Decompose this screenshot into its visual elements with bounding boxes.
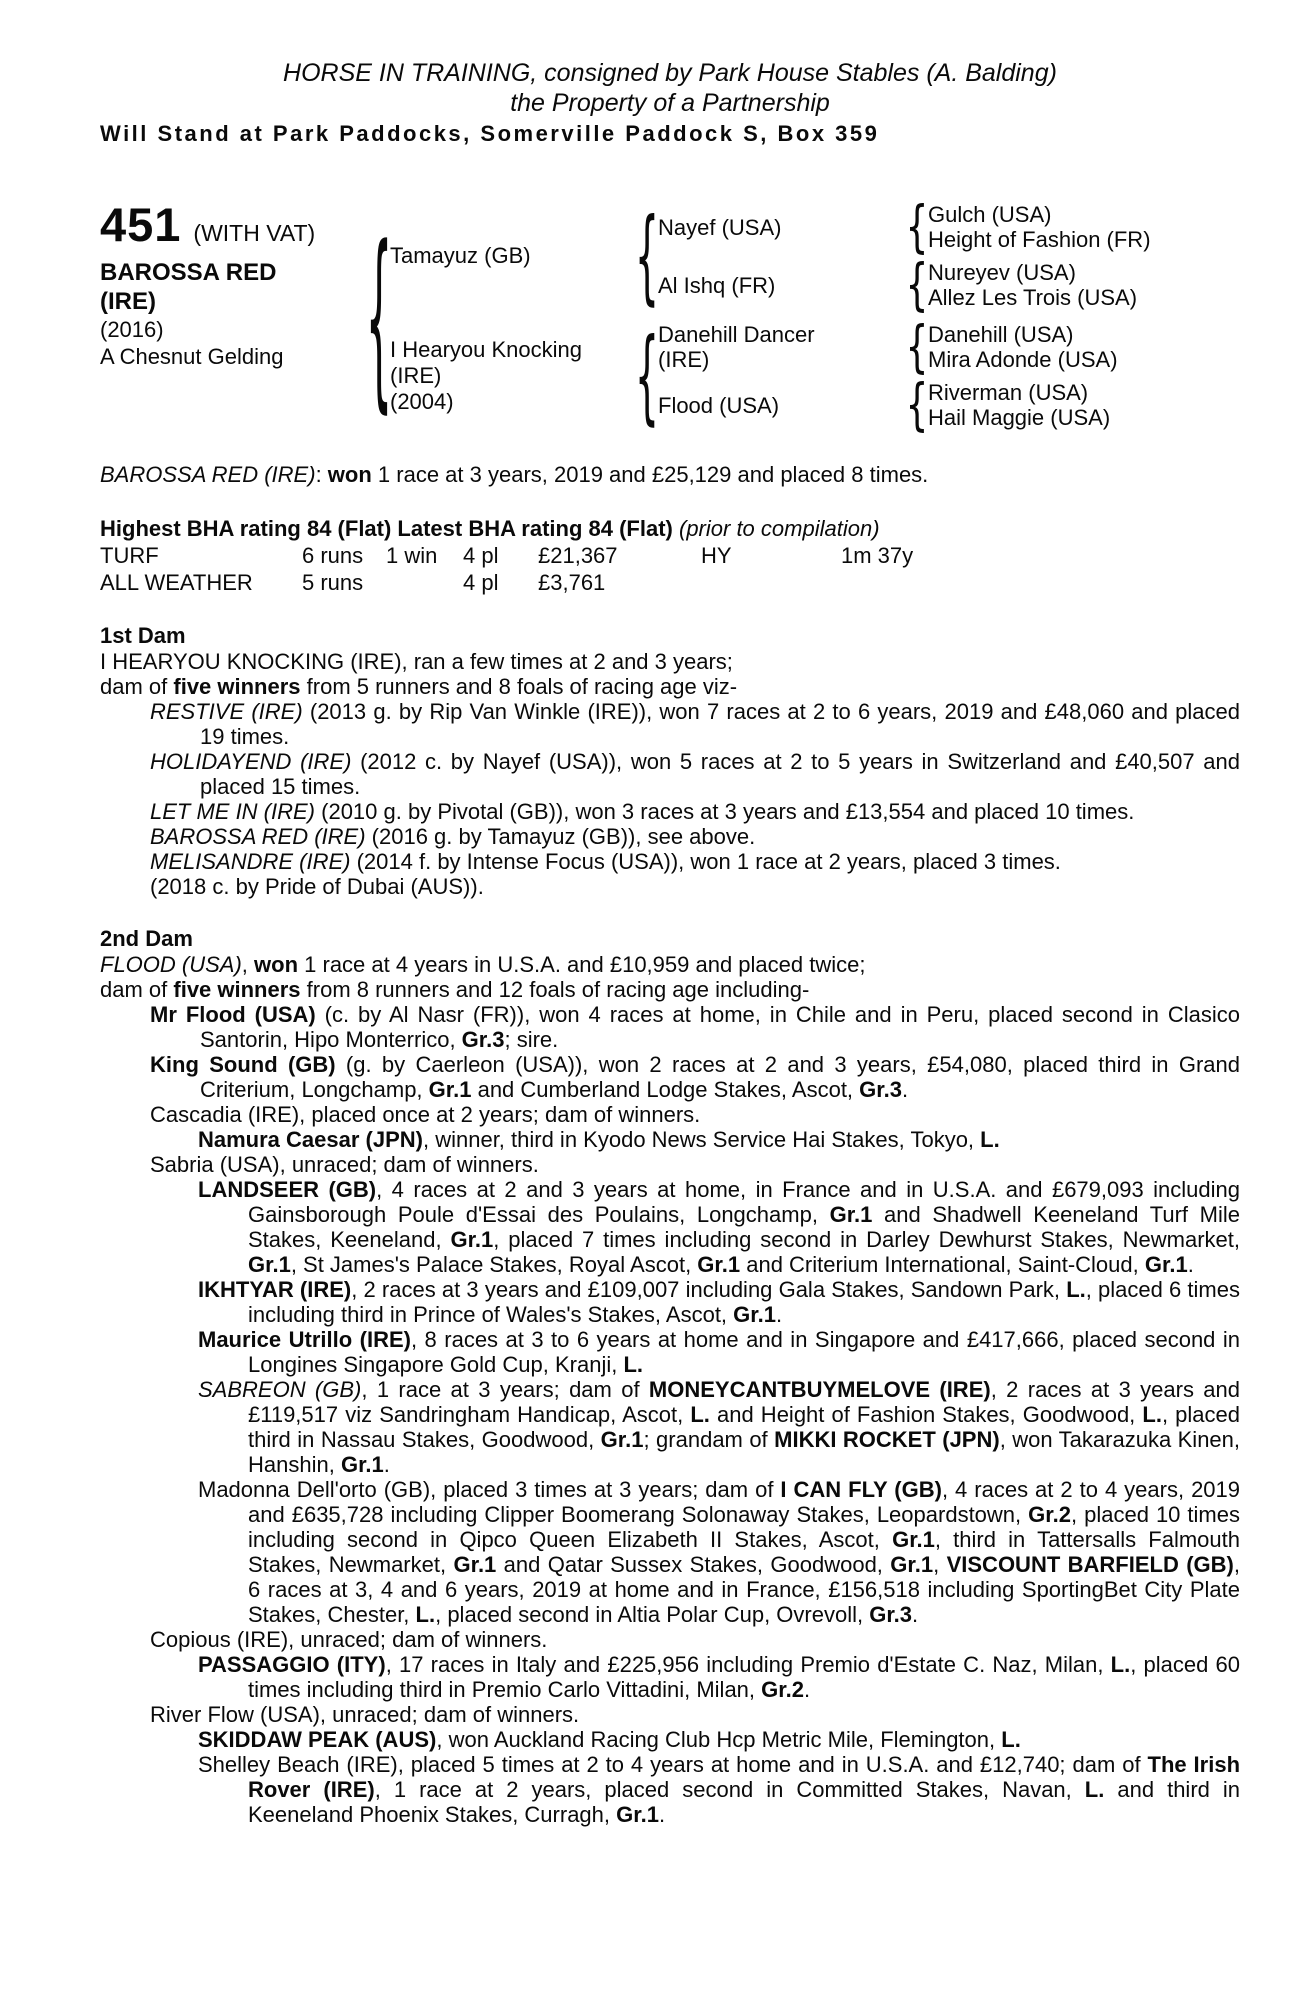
pedigree-paragraph xyxy=(100,1152,1240,1177)
text-segment: . xyxy=(901,1077,909,1102)
text-segment: , 8 races at 3 to 6 years at home and in Singapore and £417,666, placed second in Longines Singapore Gold Cup, Kranji, xyxy=(248,1327,1241,1377)
text-segment: Gr.1 xyxy=(428,1077,472,1102)
text-segment: from 8 runners and 12 foals of racing age including- xyxy=(300,977,810,1002)
pedigree-paragraph xyxy=(100,824,1240,849)
horse-description: A Chesnut Gelding xyxy=(100,344,284,369)
text-segment: and third in Keeneland Phoenix Stakes, Curragh, xyxy=(248,1777,1241,1827)
lot-info xyxy=(100,198,368,432)
text-segment: Gr.1 xyxy=(890,1552,934,1577)
text-segment: , 6 races at 3, 4 and 6 years, 2019 at home and in France, £156,518 including SportingBet City Plate Stakes, Chester, xyxy=(248,1552,1241,1627)
text-segment: and Criterium International, Saint-Cloud, xyxy=(740,1252,1145,1277)
pedigree-brace-icon xyxy=(906,207,928,248)
text-segment: The Irish Rover (IRE) xyxy=(248,1752,1241,1802)
pedigree-grandparent-name: (IRE) xyxy=(658,347,710,372)
text-segment: I HEARYOU KNOCKING (IRE), ran a few times at 2 and 3 years; xyxy=(100,649,733,674)
pedigree-parent-name: Tamayuz (GB) xyxy=(390,243,531,268)
pedigree-paragraph xyxy=(100,1627,1240,1652)
pedigree-paragraph xyxy=(100,649,1240,674)
text-segment: ; grandam of xyxy=(643,1427,775,1452)
text-segment: Gr.2 xyxy=(1028,1502,1071,1527)
pedigree-greatgrandparents xyxy=(928,202,1240,252)
text-segment: , placed second in Altia Polar Cup, Ovrevoll, xyxy=(435,1602,870,1627)
text-segment: SABREON (GB) xyxy=(198,1377,362,1402)
text-segment: . xyxy=(775,1302,783,1327)
text-segment: Gr.3 xyxy=(869,1602,913,1627)
dam-section-heading: 1st Dam xyxy=(100,623,186,648)
text-segment: Gr.1 xyxy=(340,1452,384,1477)
text-segment: , 17 races in Italy and £225,956 including Premio d'Estate C. Naz, Milan, xyxy=(385,1652,1111,1677)
text-segment: five winners xyxy=(173,674,301,699)
text-segment: Gr.1 xyxy=(248,1252,291,1277)
text-segment: , placed third in Nassau Stakes, Goodwood, xyxy=(248,1402,1240,1452)
pedigree-unit xyxy=(658,202,1240,252)
text-segment: L. xyxy=(1066,1277,1086,1302)
text-segment: L. xyxy=(980,1127,1000,1152)
pedigree-paragraph xyxy=(100,849,1240,874)
text-segment: River Flow (USA), unraced; dam of winners. xyxy=(150,1702,580,1727)
text-segment: 1 race at 3 years, 2019 and £25,129 and placed 8 times. xyxy=(371,462,929,487)
property-line: the Property of a Partnership xyxy=(510,89,830,117)
pedigree-greatgrandparents xyxy=(928,322,1240,372)
pedigree-greatgrandparents xyxy=(928,380,1240,430)
bha-rating-line xyxy=(100,515,1240,542)
pedigree-grandparent-name: Danehill Dancer xyxy=(658,322,815,347)
text-segment: (2016 g. by Tamayuz (GB)), see above. xyxy=(365,824,756,849)
text-segment: five winners xyxy=(173,977,301,1002)
text-segment: . xyxy=(383,1452,390,1477)
pedigree-brace-icon xyxy=(906,265,928,306)
text-segment: won xyxy=(254,952,299,977)
text-segment: IKHTYAR (IRE) xyxy=(198,1277,352,1302)
dam-section xyxy=(100,926,1240,1827)
race-record-table xyxy=(100,542,1240,596)
pedigree-paragraph xyxy=(100,799,1240,824)
pedigree-paragraph xyxy=(100,1652,1240,1702)
pedigree-units xyxy=(658,322,1240,430)
text-segment: Shelley Beach (IRE), placed 5 times at 2 to 4 years at home and in U.S.A. and £12,740; dam of xyxy=(198,1752,1148,1777)
pedigree-grandparent-name: Flood (USA) xyxy=(658,392,780,418)
record-table-cell: 1m 37y xyxy=(841,543,914,568)
pedigree-paragraph xyxy=(100,1177,1240,1277)
text-segment: King Sound (GB) xyxy=(150,1052,336,1077)
pedigree-branch xyxy=(390,202,1240,310)
text-segment: Highest BHA rating 84 (Flat) Latest BHA rating 84 (Flat) xyxy=(100,516,673,541)
vat-note: (WITH VAT) xyxy=(193,220,316,246)
record-table-cell: 1 win xyxy=(386,543,438,568)
pedigree-unit xyxy=(658,380,1240,430)
horse-name: BAROSSA RED xyxy=(100,259,277,286)
text-segment: LET ME IN (IRE) xyxy=(150,799,316,824)
record-table-cell: 5 runs xyxy=(302,570,364,595)
pedigree-parent xyxy=(390,202,636,310)
pedigree-unit xyxy=(658,322,1240,372)
pedigree-grandparent xyxy=(658,393,906,418)
record-table-cell xyxy=(386,569,463,596)
text-segment: (2010 g. by Pivotal (GB)), won 3 races at 3 years and £13,554 and placed 10 times. xyxy=(315,799,1135,824)
text-segment: Gr.2 xyxy=(761,1677,804,1702)
pedigree-paragraph xyxy=(100,1477,1240,1627)
page-header xyxy=(100,58,1240,150)
text-segment: and Qatar Sussex Stakes, Goodwood, xyxy=(496,1552,891,1577)
text-segment: Gr.1 xyxy=(829,1202,873,1227)
lot-block xyxy=(100,198,1240,432)
text-segment: Namura Caesar (JPN) xyxy=(198,1127,423,1152)
pedigree-brace-icon xyxy=(636,322,658,430)
record-table-cell: HY xyxy=(701,543,732,568)
pedigree-tree xyxy=(368,202,1240,432)
stabling-location-line: Will Stand at Park Paddocks, Somerville Paddock S, Box 359 xyxy=(100,121,880,146)
text-segment: , won Auckland Racing Club Hcp Metric Mile, Flemington, xyxy=(436,1727,1002,1752)
pedigree-parent-name: (2004) xyxy=(390,389,454,414)
record-table-cell: £3,761 xyxy=(538,570,606,595)
text-segment: L. xyxy=(1110,1652,1131,1677)
pedigree-parent xyxy=(390,322,636,430)
pedigree-paragraph xyxy=(100,952,1240,977)
text-segment: Gr.1 xyxy=(453,1552,497,1577)
pedigree-greatgrandparent-name: Allez Les Trois (USA) xyxy=(928,285,1138,310)
text-segment: (2018 c. by Pride of Dubai (AUS)). xyxy=(150,874,484,899)
pedigree-branch xyxy=(390,322,1240,430)
text-segment: (g. by Caerleon (USA)), won 2 races at 2 and 3 years, £54,080, placed third in Grand Criterium, Longchamp, xyxy=(200,1052,1240,1102)
text-segment: , 1 race at 2 years, placed second in Committed Stakes, Navan, xyxy=(374,1777,1085,1802)
pedigree-paragraph xyxy=(100,1702,1240,1727)
text-segment: MONEYCANTBUYMELOVE (IRE) xyxy=(648,1377,991,1402)
pedigree-paragraph xyxy=(100,1052,1240,1102)
text-segment: L. xyxy=(623,1352,644,1377)
record-table-cell: £21,367 xyxy=(538,543,618,568)
text-segment: Mr Flood (USA) xyxy=(150,1002,316,1027)
text-segment: I CAN FLY (GB) xyxy=(780,1477,942,1502)
text-segment: , placed 10 times including second in Qipco Queen Elizabeth II Stakes, Ascot, xyxy=(248,1502,1240,1552)
text-segment: Cascadia (IRE), placed once at 2 years; dam of winners. xyxy=(150,1102,701,1127)
lot-number: 451 xyxy=(100,198,182,251)
text-segment: , St James's Palace Stakes, Royal Ascot, xyxy=(290,1252,698,1277)
text-segment: Madonna Dell'orto (GB), placed 3 times at 3 years; dam of xyxy=(198,1477,781,1502)
pedigree-greatgrandparent-name: Nureyev (USA) xyxy=(928,260,1076,285)
pedigree-greatgrandparent-name: Mira Adonde (USA) xyxy=(928,347,1118,372)
text-segment: Sabria (USA), unraced; dam of winners. xyxy=(150,1152,539,1177)
text-segment: Gr.1 xyxy=(733,1302,776,1327)
text-segment: (2014 f. by Intense Focus (USA)), won 1 race at 2 years, placed 3 times. xyxy=(350,849,1061,874)
text-segment: L. xyxy=(1001,1727,1021,1752)
pedigree-brace-icon xyxy=(368,202,390,432)
pedigree-paragraph xyxy=(100,1127,1240,1152)
pedigree-paragraph xyxy=(100,1327,1240,1377)
text-segment: , placed 6 times including third in Prince of Wales's Stakes, Ascot, xyxy=(248,1277,1240,1327)
text-segment: , 4 races at 2 to 4 years, 2019 and £635,728 including Clipper Boomerang Solonaway Stakes, Leopardstown, xyxy=(248,1477,1241,1527)
pedigree-paragraph xyxy=(100,1002,1240,1052)
text-segment: , placed 60 times including third in Premio Carlo Vittadini, Milan, xyxy=(248,1652,1240,1702)
pedigree-grandparent xyxy=(658,215,906,240)
pedigree-greatgrandparent-name: Gulch (USA) xyxy=(928,202,1052,227)
race-record xyxy=(100,462,1240,488)
pedigree-grandparent-name: Al Ishq (FR) xyxy=(658,272,776,298)
text-segment: , xyxy=(241,952,255,977)
text-segment: MELISANDRE (IRE) xyxy=(150,849,351,874)
record-table-cell: ALL WEATHER xyxy=(100,570,253,595)
text-segment: and Cumberland Lodge Stakes, Ascot, xyxy=(471,1077,860,1102)
text-segment: dam of xyxy=(100,977,174,1002)
text-segment: L. xyxy=(1084,1777,1105,1802)
dam-section xyxy=(100,623,1240,899)
pedigree-paragraph xyxy=(100,1277,1240,1327)
text-segment: Gr.1 xyxy=(697,1252,741,1277)
text-segment: RESTIVE (IRE) xyxy=(150,699,303,724)
text-segment: ; sire. xyxy=(504,1027,559,1052)
text-segment: L. xyxy=(690,1402,710,1427)
pedigree-paragraph xyxy=(100,874,1240,899)
pedigree-parent-name: (IRE) xyxy=(390,363,442,388)
pedigree-greatgrandparents xyxy=(928,260,1240,310)
text-segment: and Shadwell Keeneland Turf Mile Stakes, Keeneland, xyxy=(248,1202,1240,1252)
text-segment: , 2 races at 3 years and £119,517 viz Sandringham Handicap, Ascot, xyxy=(248,1377,1240,1427)
text-segment: won xyxy=(327,462,372,487)
text-segment: L. xyxy=(415,1602,436,1627)
pedigree-greatgrandparent-name: Riverman (USA) xyxy=(928,380,1089,405)
text-segment: , winner, third in Kyodo News Service Hai Stakes, Tokyo, xyxy=(422,1127,981,1152)
text-segment: (c. by Al Nasr (FR)), won 4 races at home, in Chile and in Peru, placed second in Clasico Santorin, Hipo Monterrico, xyxy=(200,1002,1240,1052)
text-segment: . xyxy=(1187,1252,1194,1277)
pedigree-grandparent-name: Nayef (USA) xyxy=(658,214,782,240)
text-segment: VISCOUNT BARFIELD (GB) xyxy=(946,1552,1234,1577)
dam-sections xyxy=(100,623,1240,1827)
text-segment: BAROSSA RED (IRE) xyxy=(150,824,366,849)
pedigree-brace-icon xyxy=(906,327,928,368)
record-table-cell: TURF xyxy=(100,543,159,568)
pedigree-paragraph xyxy=(100,749,1240,799)
text-segment: 1 race at 4 years in U.S.A. and £10,959 and placed twice; xyxy=(298,952,866,977)
text-segment: . xyxy=(912,1602,919,1627)
pedigree-grandparent xyxy=(658,273,906,298)
record-table-cell: 4 pl xyxy=(463,570,499,595)
text-segment: , xyxy=(933,1552,947,1577)
pedigree-branches xyxy=(390,202,1240,432)
text-segment: . xyxy=(803,1677,811,1702)
pedigree-paragraph xyxy=(100,1727,1240,1752)
text-segment: Gr.3 xyxy=(461,1027,505,1052)
text-segment: Gr.1 xyxy=(1144,1252,1188,1277)
text-segment: . xyxy=(658,1802,666,1827)
text-segment: Gr.1 xyxy=(600,1427,644,1452)
pedigree-brace-icon xyxy=(636,202,658,310)
pedigree-parent-name: I Hearyou Knocking xyxy=(390,337,582,362)
foaling-year: (2016) xyxy=(100,317,164,342)
text-segment: Gr.1 xyxy=(892,1527,935,1552)
text-segment: Gr.1 xyxy=(616,1802,659,1827)
text-segment: (2012 c. by Nayef (USA)), won 5 races at 2 to 5 years in Switzerland and £40,507 and placed 15 times. xyxy=(200,749,1240,799)
text-segment: Maurice Utrillo (IRE) xyxy=(198,1327,411,1352)
text-segment: from 5 runners and 8 foals of racing age viz- xyxy=(300,674,738,699)
pedigree-paragraph xyxy=(100,1377,1240,1477)
text-segment: PASSAGGIO (ITY) xyxy=(198,1652,386,1677)
text-segment: SKIDDAW PEAK (AUS) xyxy=(198,1727,437,1752)
record-table-cell: 4 pl xyxy=(463,543,499,568)
text-segment: , third in Tattersalls Falmouth Stakes, Newmarket, xyxy=(248,1527,1240,1577)
text-segment: : xyxy=(315,462,328,487)
text-segment: Gr.1 xyxy=(450,1227,494,1252)
text-segment: , 4 races at 2 and 3 years at home, in France and in U.S.A. and £679,093 including Gainsborough Poule d'Essai des Poulains, Longchamp, xyxy=(248,1177,1241,1227)
text-segment: (prior to compilation) xyxy=(679,516,880,541)
dam-section-heading: 2nd Dam xyxy=(100,926,193,951)
pedigree-unit xyxy=(658,260,1240,310)
pedigree-paragraph xyxy=(100,699,1240,749)
text-segment: , placed 7 times including second in Darley Dewhurst Stakes, Newmarket, xyxy=(493,1227,1240,1252)
record-table-cell xyxy=(841,569,1240,596)
text-segment: FLOOD (USA) xyxy=(100,952,242,977)
pedigree-units xyxy=(658,202,1240,310)
text-segment: HOLIDAYEND (IRE) xyxy=(150,749,352,774)
text-segment: , 2 races at 3 years and £109,007 including Gala Stakes, Sandown Park, xyxy=(351,1277,1067,1302)
text-segment: MIKKI ROCKET (JPN) xyxy=(774,1427,1000,1452)
pedigree-greatgrandparent-name: Height of Fashion (FR) xyxy=(928,227,1151,252)
pedigree-paragraph xyxy=(100,674,1240,699)
text-segment: Gr.3 xyxy=(859,1077,902,1102)
text-segment: BAROSSA RED (IRE) xyxy=(100,462,316,487)
pedigree-brace-icon xyxy=(906,385,928,426)
text-segment: (2013 g. by Rip Van Winkle (IRE)), won 7 races at 2 to 6 years, 2019 and £48,060 and placed 19 times. xyxy=(200,699,1240,749)
text-segment: and Height of Fashion Stakes, Goodwood, xyxy=(709,1402,1143,1427)
record-table-cell: 6 runs xyxy=(302,543,364,568)
consignor-line: HORSE IN TRAINING, consigned by Park House Stables (A. Balding) xyxy=(283,59,1057,87)
pedigree-paragraph xyxy=(100,1752,1240,1827)
text-segment: Copious (IRE), unraced; dam of winners. xyxy=(150,1627,548,1652)
text-segment: , won Takarazuka Kinen, Hanshin, xyxy=(248,1427,1241,1477)
text-segment: L. xyxy=(1142,1402,1162,1427)
pedigree-paragraph xyxy=(100,1102,1240,1127)
text-segment: dam of xyxy=(100,674,174,699)
text-segment: LANDSEER (GB) xyxy=(198,1177,377,1202)
horse-name-suffix: (IRE) xyxy=(100,288,156,315)
pedigree-paragraph xyxy=(100,977,1240,1002)
pedigree-greatgrandparent-name: Hail Maggie (USA) xyxy=(928,405,1111,430)
pedigree-greatgrandparent-name: Danehill (USA) xyxy=(928,322,1074,347)
record-table-cell xyxy=(701,569,841,596)
text-segment: , 1 race at 3 years; dam of xyxy=(361,1377,649,1402)
pedigree-grandparent xyxy=(658,322,906,372)
